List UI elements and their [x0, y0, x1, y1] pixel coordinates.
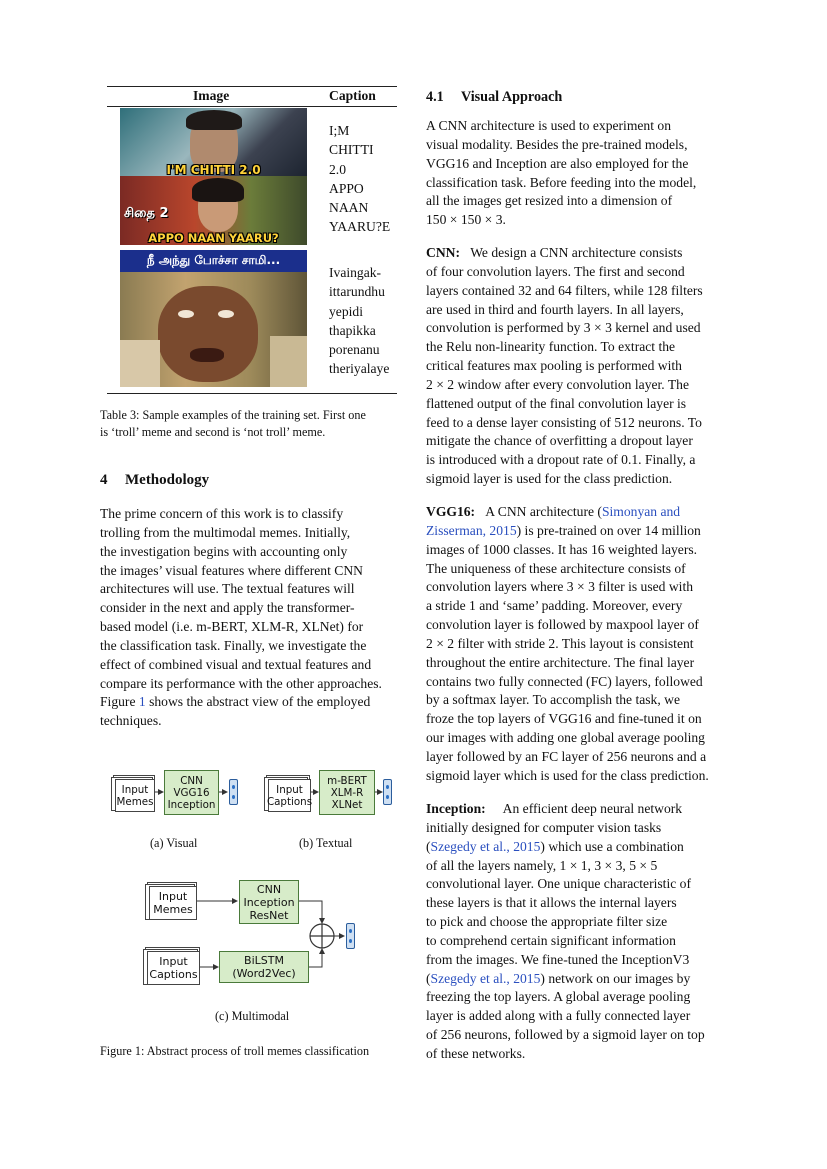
citation-link[interactable]: Simonyan and	[601, 504, 681, 519]
text-line: 2 × 2 filter with stride 2. This layout is consistent	[426, 635, 694, 651]
box-label: m-BERT	[327, 774, 367, 787]
subfigure-caption: (b) Textual	[299, 836, 353, 850]
text-line: based model (i.e. m-BERT, XLM-R, XLNet) for	[100, 619, 364, 635]
bilstm-model-box	[219, 951, 309, 983]
meme-text-bottom: APPO NAAN YAARU?	[148, 231, 279, 245]
text-line: The uniqueness of these architecture consists of	[426, 560, 686, 576]
text-line: flattened output of the final convolution layer is	[426, 395, 687, 411]
table-caption-line: is ‘troll’ meme and second is ‘not troll’ meme.	[100, 425, 326, 439]
section-number: 4	[100, 472, 108, 488]
input-memes-box	[115, 779, 155, 812]
text-line: techniques.	[100, 713, 162, 729]
caption-line: porenanu	[329, 342, 380, 358]
text-line: effect of combined visual and textual features and	[100, 656, 372, 672]
text-line: a stride 1 and ‘same’ padding. Moreover, every	[426, 598, 683, 614]
text-line: convolution layer is followed by maxpool layer of	[426, 617, 699, 633]
text-line: visual modality. Besides the pre-trained models,	[426, 136, 688, 152]
text-line: throughout the entire architecture. The final layer	[426, 654, 695, 670]
section-title: Methodology	[125, 472, 210, 488]
text-span: ) which use a combination	[540, 838, 684, 854]
meme-side-text: சிதை 2	[124, 206, 169, 221]
cnn-model-box	[239, 880, 299, 924]
text-line: sigmoid layer is used for the class prediction.	[426, 471, 673, 487]
text-line: from the images. We fine-tuned the InceptionV3	[426, 951, 690, 967]
text-span: ) network on our images by	[540, 970, 691, 986]
subfigure-caption: (c) Multimodal	[215, 1009, 290, 1023]
box-label: Inception	[243, 895, 295, 909]
text-line	[426, 522, 731, 541]
caption-line: Ivaingak-	[329, 265, 382, 280]
caption-line: 2.0	[329, 161, 346, 177]
text-line: freezing the top layers. A global average pooling	[426, 989, 691, 1005]
text-line: of all the layers namely, 1 × 1, 3 × 3, 5 × 5	[426, 857, 658, 873]
inception-paragraph	[426, 800, 731, 1064]
text-span: An efficient deep neural network	[502, 801, 683, 816]
text-line: images of 1000 classes. It has 16 weighted layers.	[426, 541, 698, 557]
box-label: CNN	[180, 774, 203, 787]
figure-link[interactable]: 1	[138, 694, 146, 710]
text-line: The prime concern of this work is to classify	[100, 506, 344, 521]
cnn-model-box	[164, 770, 219, 815]
text-line: feed to a dense layer consisting of 512 neurons. To	[426, 414, 702, 430]
vgg16-paragraph	[426, 503, 731, 786]
caption-line: theriyalaye	[329, 361, 390, 377]
input-captions-box	[268, 779, 311, 812]
text-line: of these networks.	[426, 1045, 526, 1061]
text-line: layer followed by an FC layer of 256 neurons and a	[426, 748, 707, 764]
input-memes-box	[149, 886, 197, 920]
text-line	[426, 244, 731, 263]
text-line: consider in the next and apply the transformer-	[100, 600, 355, 616]
output-vector-icon	[229, 779, 238, 805]
text-line: sigmoid layer which is used for the class prediction.	[426, 767, 709, 783]
visual-approach-paragraph	[426, 117, 731, 230]
transformer-model-box	[319, 770, 375, 815]
text-line: the investigation begins with accounting only	[100, 543, 348, 559]
subsection-title: Visual Approach	[461, 89, 563, 105]
text-line: trolling from the multimodal memes. Initially,	[100, 524, 351, 540]
text-line: classification task. Before feeding into the model,	[426, 174, 697, 190]
text-line: froze the top layers of VGG16 and fine-tuned it on	[426, 711, 702, 727]
box-label: ResNet	[249, 908, 289, 922]
caption-line: ittarundhu	[329, 284, 385, 300]
text-line: the images’ visual features where different CNN	[100, 562, 363, 578]
text-line: convolutional layer. One unique characteristic of	[426, 876, 691, 892]
text-line: VGG16 and Inception are also employed for the	[426, 155, 689, 171]
subsection-number: 4.1	[426, 89, 444, 105]
box-label: VGG16	[173, 786, 210, 799]
box-label: Memes	[153, 903, 193, 916]
text-line: to comprehend certain significant information	[426, 932, 676, 948]
text-line: to pick and choose the appropriate filter size	[426, 914, 668, 930]
table-header-caption: Caption	[329, 88, 376, 103]
text-line: convolution layers where 3 × 3 filter is used with	[426, 579, 694, 595]
box-label: XLNet	[331, 798, 363, 811]
table-header-image: Image	[193, 88, 230, 103]
citation-link[interactable]: Szegedy et al., 2015	[430, 970, 541, 986]
text-line: contains two fully connected (FC) layers, followed	[426, 673, 703, 689]
text-line: is introduced with a dropout rate of 0.1. Finally, a	[426, 452, 696, 468]
citation-link[interactable]: Szegedy et al., 2015	[430, 838, 541, 854]
output-vector-icon	[346, 923, 355, 949]
text-line: by a softmax layer. To accomplish the task, we	[426, 692, 680, 708]
caption-line: yepidi	[329, 303, 363, 319]
box-label: Input	[276, 783, 303, 796]
subfigure-caption: (a) Visual	[150, 836, 198, 850]
box-label: CNN	[256, 882, 282, 896]
text-line: are used in third and fourth layers. In all layers,	[426, 301, 684, 317]
meme-text-tamil: நீ அந்து போச்சா சாமி...	[146, 253, 281, 267]
box-label: Captions	[266, 795, 313, 808]
caption-line: I;M	[329, 123, 350, 138]
cnn-paragraph	[426, 244, 731, 489]
text-line: the classification task. Finally, we investigate the	[100, 637, 367, 653]
text-line: the Relu non-linearity function. To extract the	[426, 339, 676, 355]
output-vector-icon	[383, 779, 392, 805]
box-label: XLM-R	[330, 786, 364, 799]
run-in-heading: CNN:	[426, 245, 460, 260]
caption-line: YAARU?E	[329, 219, 391, 235]
text-span: shows the abstract view of the employed	[145, 694, 371, 710]
text-span: ) is pre-trained on over 14 million	[516, 522, 701, 538]
text-line: (Szegedy et al., 2015) network on our images by	[426, 970, 691, 986]
box-label: Input	[121, 783, 149, 796]
text-span: We design a CNN architecture consists	[470, 245, 683, 260]
box-label: Memes	[116, 795, 154, 808]
box-label: Captions	[149, 968, 198, 981]
text-line: mitigate the chance of overfitting a dropout layer	[426, 433, 693, 449]
text-line: layer is added along with a fully connected layer	[426, 1008, 691, 1024]
text-line	[426, 800, 731, 819]
text-line: of four convolution layers. The first and second	[426, 263, 685, 279]
run-in-heading: Inception:	[426, 801, 486, 816]
run-in-heading: VGG16:	[426, 504, 476, 519]
text-line: layers contained 32 and 64 filters, while 128 filters	[426, 282, 703, 298]
text-line: all the images get resized into a dimension of	[426, 193, 673, 209]
figure-caption: Figure 1: Abstract process of troll memes classification	[100, 1044, 370, 1058]
text-line: our images with adding one global average pooling	[426, 730, 705, 746]
text-line: convolution is performed by 3 × 3 kernel and used	[426, 320, 701, 336]
text-line: compare its performance with the other approaches.	[100, 675, 382, 691]
text-line: initially designed for computer vision tasks	[426, 819, 662, 835]
text-line: 2 × 2 window after every convolution layer. The	[426, 376, 689, 392]
text-line: (Szegedy et al., 2015) which use a combination	[426, 838, 684, 854]
text-line: these layers is that it allows the internal layers	[426, 895, 677, 911]
box-label: Input	[158, 890, 188, 903]
text-line	[426, 503, 731, 522]
citation-link[interactable]: Zisserman, 2015	[426, 522, 517, 538]
text-line: architectures will use. The textual features will	[100, 581, 355, 597]
caption-line: thapikka	[329, 322, 376, 338]
caption-line: NAAN	[329, 200, 369, 216]
text-line: critical features max pooling is performed with	[426, 358, 682, 374]
box-label: Input	[159, 955, 188, 968]
meme-text-top: I'M CHITTI 2.0	[166, 163, 261, 177]
text-line: of 256 neurons, followed by a sigmoid layer on top	[426, 1027, 705, 1043]
table-caption-line: Table 3: Sample examples of the training set. First one	[100, 408, 366, 422]
caption-line: CHITTI	[329, 142, 374, 158]
box-label: BiLSTM	[244, 954, 284, 967]
text-span: A CNN architecture (	[485, 504, 602, 519]
text-span: Figure	[100, 694, 139, 710]
text-line: 150 × 150 × 3.	[426, 212, 506, 228]
text-line: A CNN architecture is used to experiment on	[426, 118, 671, 133]
box-label: (Word2Vec)	[232, 967, 296, 980]
caption-line: APPO	[329, 180, 364, 196]
input-captions-box	[147, 951, 200, 985]
box-label: Inception	[167, 798, 216, 811]
